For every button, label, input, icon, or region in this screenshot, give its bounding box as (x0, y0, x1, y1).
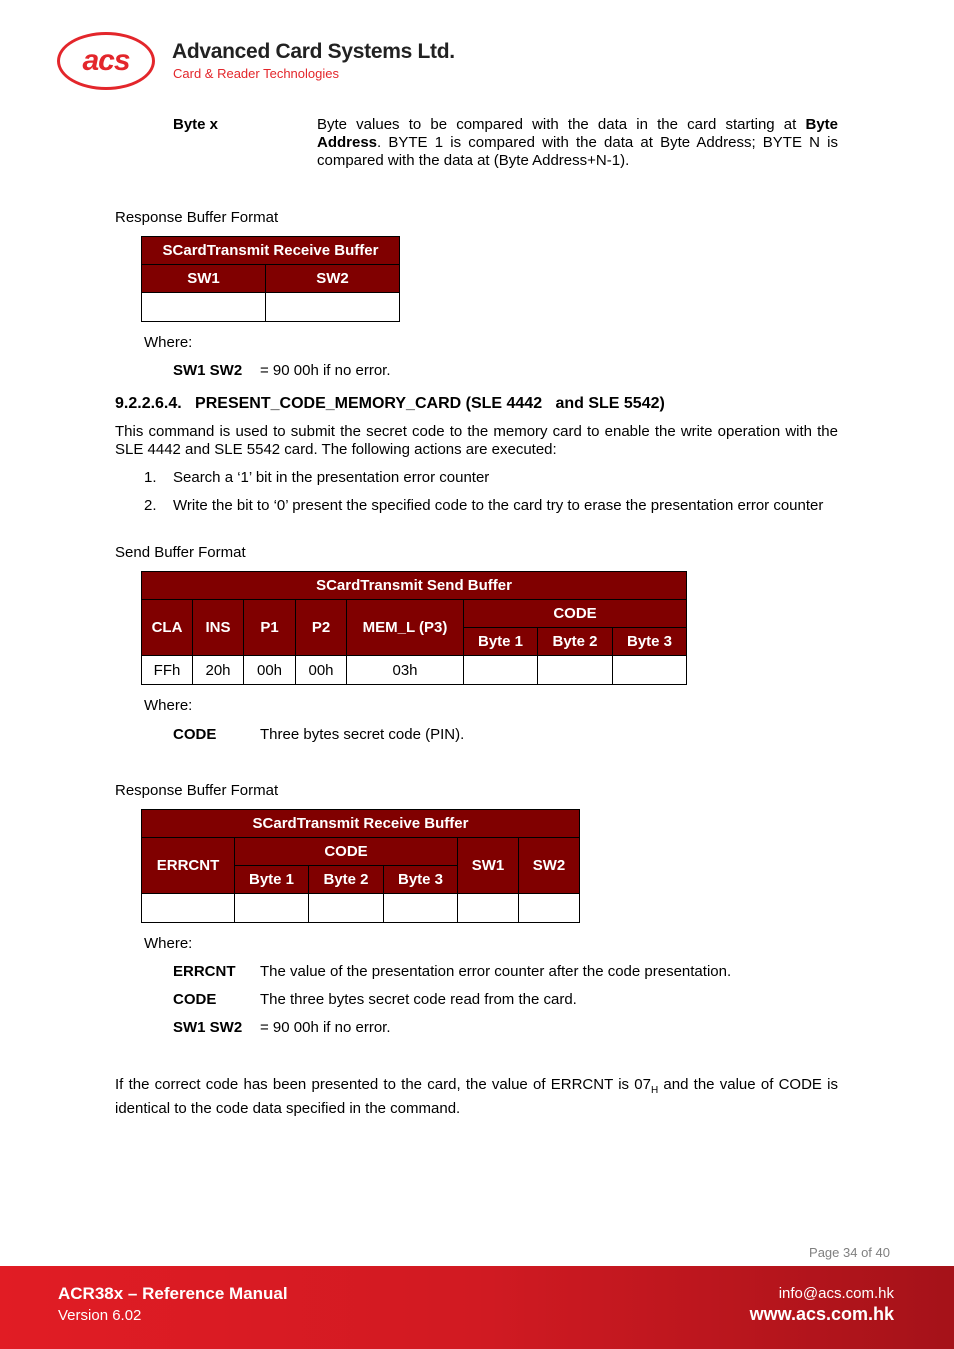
def-desc: = 90 00h if no error. (260, 1019, 391, 1036)
def-desc: The three bytes secret code read from the card. (260, 991, 577, 1008)
col-code: CODE (464, 600, 687, 628)
table-cell (519, 894, 580, 923)
col-byte2: Byte 2 (538, 628, 613, 656)
closing-paragraph: If the correct code has been presented to the card, the value of ERRCNT is $07_H$ and the value of CODE is identical to the code data specified in the command. (115, 1076, 838, 1117)
footer-bar (0, 1266, 954, 1349)
def-term: SW1 SW2 (173, 1019, 243, 1036)
col-sw1: SW1 (142, 265, 266, 293)
col-byte2: Byte 2 (309, 866, 384, 894)
receive-buffer-table (141, 236, 400, 322)
def-term: SW1 SW2 (173, 362, 243, 379)
table-cell (235, 894, 309, 923)
section-intro: This command is used to submit the secret code to the memory card to enable the write operation with the SLE 4442 and SLE 5542 card. The following actions are executed: (115, 423, 838, 458)
receive-buffer-table (141, 809, 580, 923)
where-label: Where: (144, 697, 193, 714)
email-link[interactable]: info@acs.com.hk (778, 1285, 894, 1302)
table-cell (266, 293, 400, 322)
manual-version: Version 6.02 (58, 1307, 142, 1324)
col-byte3: Byte 3 (613, 628, 687, 656)
list-number: 1. (144, 469, 157, 486)
cell-ins: 20h (193, 656, 244, 685)
cell-byte3 (613, 656, 687, 685)
col-p1: P1 (244, 600, 296, 656)
response-buffer-label: Response Buffer Format (115, 209, 279, 226)
col-p2: P2 (296, 600, 347, 656)
send-buffer-table (141, 571, 687, 685)
response-buffer-label: Response Buffer Format (115, 782, 279, 799)
col-byte1: Byte 1 (464, 628, 538, 656)
bytex-description: Byte values to be compared with the data in the card starting at Byte Address. BYTE 1 is compared with the data at Byte Address; BYTE N is compared with the data at (Byte Address+N-1). (317, 116, 838, 169)
def-term: CODE (173, 991, 217, 1008)
list-item: Search a ‘1’ bit in the presentation error counter (173, 469, 490, 486)
list-item: Write the bit to ‘0’ present the specified code to the card try to erase the presentation error counter (173, 497, 824, 514)
def-term: ERRCNT (173, 963, 236, 980)
col-ins: INS (193, 600, 244, 656)
col-code: CODE (235, 838, 458, 866)
cell-byte1 (464, 656, 538, 685)
table-cell (384, 894, 458, 923)
cell-p1: 00h (244, 656, 296, 685)
where-label: Where: (144, 935, 193, 952)
company-tagline: Card & Reader Technologies (173, 66, 339, 81)
col-sw1: SW1 (458, 838, 519, 894)
col-meml: MEM_L (P3) (347, 600, 464, 656)
col-byte1: Byte 1 (235, 866, 309, 894)
table-title: SCardTransmit Receive Buffer (142, 237, 400, 265)
table-cell (309, 894, 384, 923)
company-name: Advanced Card Systems Ltd. (172, 40, 455, 63)
list-number: 2. (144, 497, 157, 514)
cell-byte2 (538, 656, 613, 685)
send-buffer-label: Send Buffer Format (115, 544, 246, 561)
bytex-term: Byte x (173, 116, 219, 133)
col-byte3: Byte 3 (384, 866, 458, 894)
col-sw2: SW2 (266, 265, 400, 293)
def-desc: = 90 00h if no error. (260, 362, 391, 379)
page-number: Page 34 of 40 (809, 1245, 890, 1260)
cell-meml: 03h (347, 656, 464, 685)
table-title: SCardTransmit Receive Buffer (142, 810, 580, 838)
manual-title: ACR38x – Reference Manual (58, 1284, 288, 1303)
def-desc: The value of the presentation error counter after the code presentation. (260, 963, 732, 980)
col-cla: CLA (142, 600, 193, 656)
table-cell (142, 293, 266, 322)
cell-p2: 00h (296, 656, 347, 685)
logo-text: acs (82, 44, 130, 77)
table-cell (142, 894, 235, 923)
col-sw2: SW2 (519, 838, 580, 894)
table-title: SCardTransmit Send Buffer (142, 572, 687, 600)
def-term: CODE (173, 726, 217, 743)
section-heading: 9.2.2.6.4. PRESENT_CODE_MEMORY_CARD (SLE 4442 and SLE 5542) (115, 395, 665, 412)
table-cell (458, 894, 519, 923)
acs-logo (57, 32, 155, 90)
col-errcnt: ERRCNT (142, 838, 235, 894)
cell-cla: FFh (142, 656, 193, 685)
def-desc: Three bytes secret code (PIN). (260, 726, 465, 743)
website-link[interactable]: www.acs.com.hk (749, 1304, 894, 1324)
where-label: Where: (144, 334, 193, 351)
